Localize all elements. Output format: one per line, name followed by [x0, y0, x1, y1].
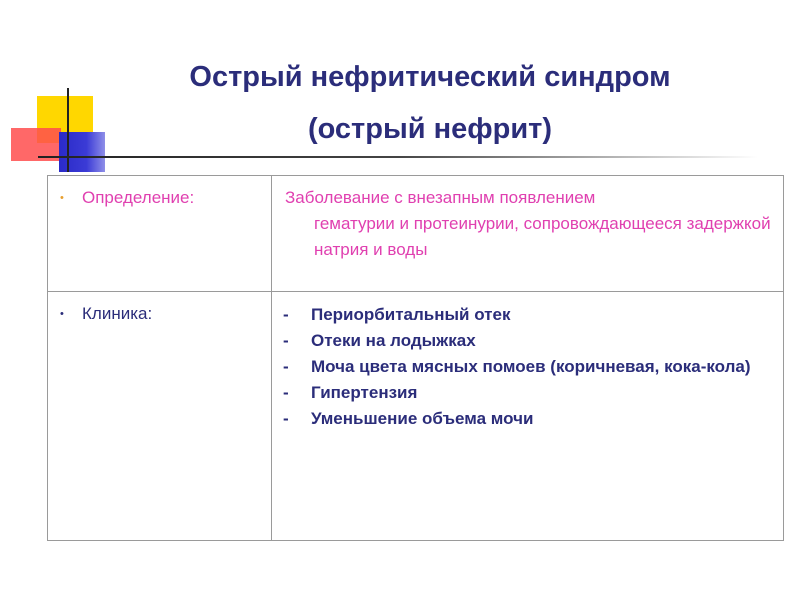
dash-marker: -	[283, 383, 289, 402]
table-row-clinic	[48, 292, 784, 541]
list-item	[283, 328, 773, 354]
clinic-label-cell	[48, 292, 272, 541]
clinic-list-cell	[272, 292, 784, 541]
dash-marker: -	[283, 331, 289, 350]
definition-label-cell	[48, 176, 272, 292]
title-underline	[38, 156, 758, 158]
definition-text-first-line: Заболевание с внезапным появлением	[285, 188, 596, 207]
slide-subtitle: (острый нефрит)	[307, 113, 553, 145]
dash-marker: -	[283, 305, 289, 324]
dash-marker: -	[283, 409, 289, 428]
dash-marker: -	[283, 357, 289, 376]
definition-label: Определение:	[82, 188, 195, 207]
clinic-label: Клиника:	[82, 304, 153, 323]
definition-text-cell	[272, 176, 784, 292]
list-item-text: Периорбитальный отек	[311, 305, 511, 324]
table-row-definition	[48, 176, 784, 292]
bullet-icon: •	[60, 308, 64, 320]
logo-vertical-line	[67, 88, 69, 172]
slide-title: Острый нефритический синдром	[189, 61, 671, 93]
content-table	[47, 175, 784, 541]
bullet-icon: •	[60, 192, 64, 204]
list-item-text: Моча цвета мясных помоев (коричневая, кока-кола)	[311, 357, 751, 376]
definition-text	[272, 176, 783, 263]
list-item	[283, 380, 773, 406]
list-item-text: Уменьшение объема мочи	[311, 409, 534, 428]
list-item	[283, 406, 773, 432]
list-item	[283, 354, 773, 380]
list-item-text: Отеки на лодыжках	[311, 331, 476, 350]
logo-square-blue	[59, 132, 105, 172]
list-item	[283, 302, 773, 328]
clinic-list	[272, 292, 783, 432]
list-item-text: Гипертензия	[311, 383, 418, 402]
definition-text-rest: гематурии и протеинурии, сопровождающееся задержкой натрия и воды	[314, 214, 771, 259]
